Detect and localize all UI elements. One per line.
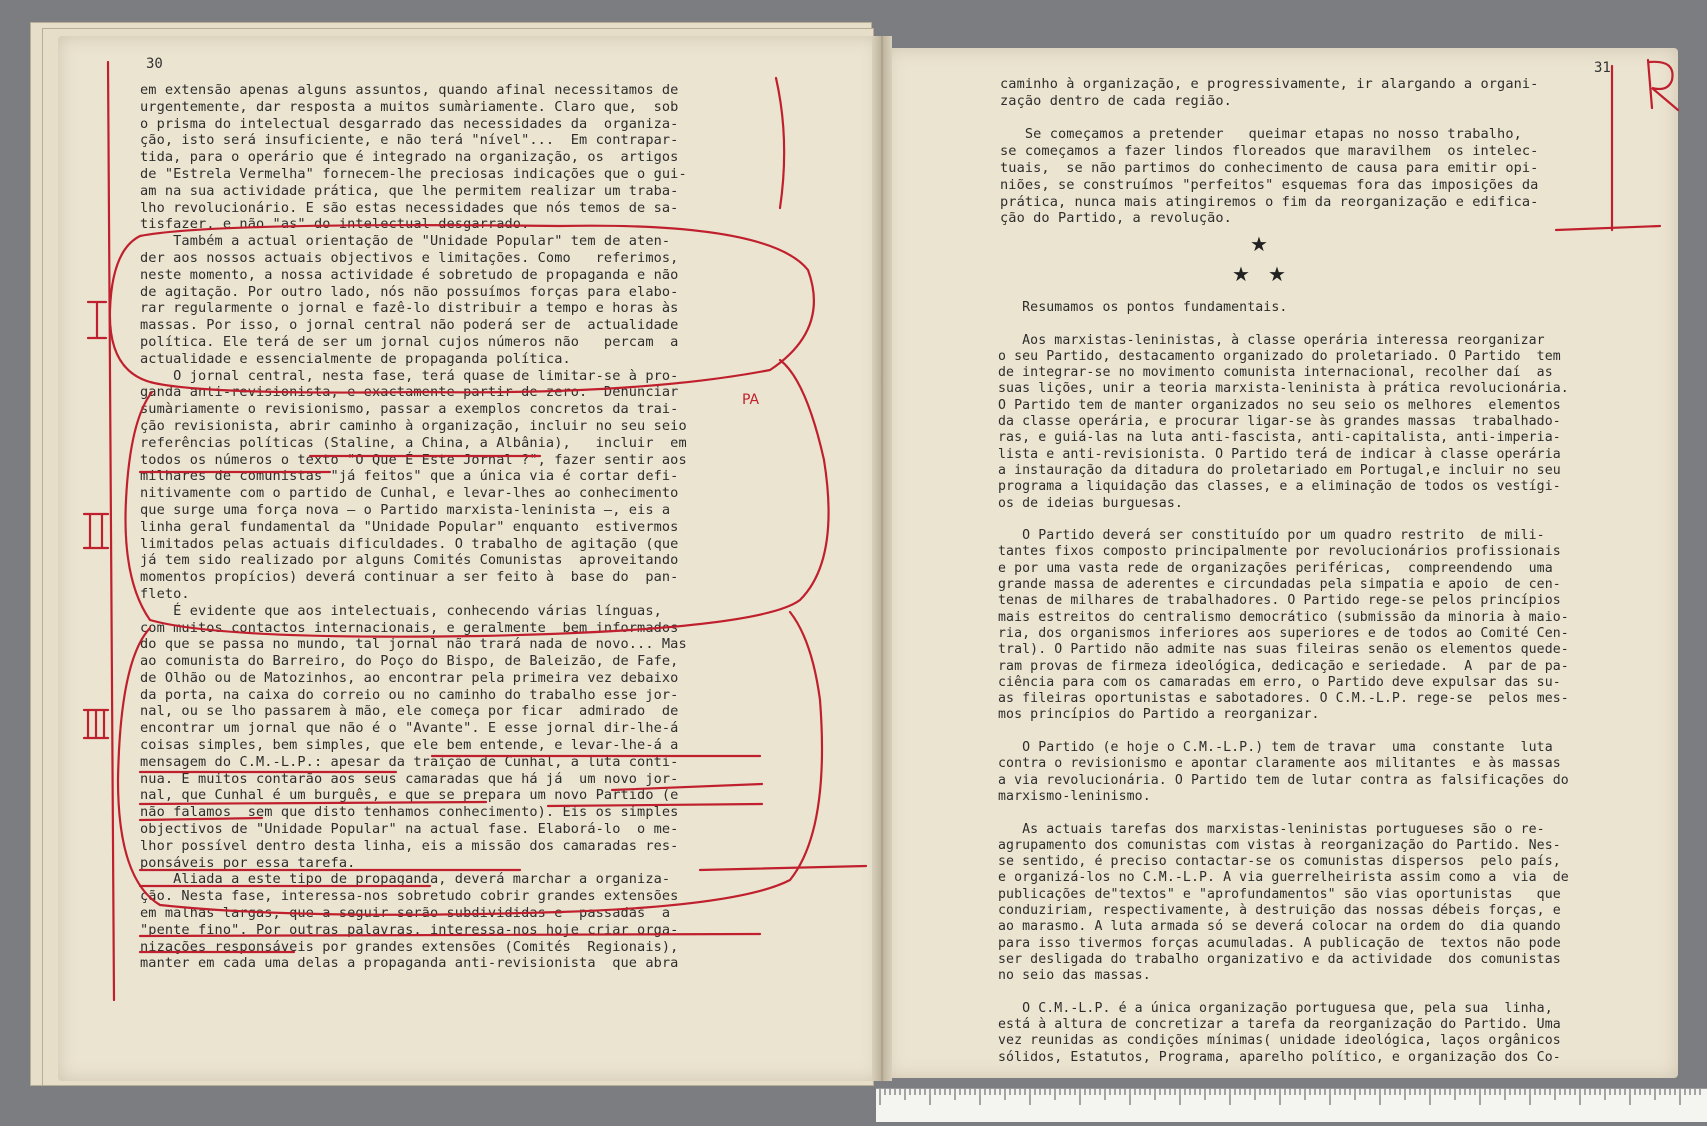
ruler-ticks — [876, 1089, 1707, 1122]
text-line: ganda anti-revisionista, e exactamente partir de zero. Denunciar — [140, 384, 679, 401]
text-line: em extensão apenas alguns assuntos, quando afinal necessitamos de — [140, 82, 679, 98]
text-line: e organizá-los no C.M.-L.P. A via guerrelheirista assim como a via de — [998, 870, 1569, 886]
text-line: O Partido (e hoje o C.M.-L.P.) tem de travar uma constante luta — [998, 740, 1553, 756]
text-line: em malhas largas, que a seguir serão subdivididas e passadas a — [140, 905, 671, 922]
star-icon: ★ — [1250, 232, 1268, 256]
text-line: fleto. — [140, 585, 190, 602]
text-line: tisfazer, e não "as" do intelectual desgarrado. — [140, 216, 530, 233]
text-line: zação dentro de cada região. — [1000, 92, 1232, 109]
text-line: massas. Por isso, o jornal central não poderá ser de actualidade — [140, 317, 679, 334]
text-line: suas lições, unir a teoria marxista-leninista à prática revolucionária. — [998, 381, 1569, 397]
text-line: ção, isto será insuficiente, e não terá "nível"... Em contrapar- — [140, 132, 679, 149]
text-line: de "Estrela Vermelha" fornecem-lhe preciosas indicações que o gui- — [140, 165, 687, 182]
text-line: Se começamos a pretender queimar etapas no nosso trabalho, — [1000, 126, 1522, 143]
text-line: niões, se construímos "perfeitos" esquemas fora das imposições da — [1000, 176, 1539, 193]
text-line: nal, que Cunhal é um burguês, e que se prepara um novo Partido (e — [140, 787, 679, 804]
section-divider-stars — [1230, 232, 1350, 292]
text-line: sólidos, Estatutos, Programa, aparelho político, e organização dos Co- — [998, 1049, 1561, 1065]
measurement-ruler — [876, 1088, 1707, 1122]
text-line: e por uma vasta rede de organizações periféricas, compreendendo uma — [998, 560, 1553, 576]
text-line: O Partido deverá ser constituído por um quadro restrito de mili- — [998, 528, 1545, 544]
right-page-top-text — [1000, 76, 1538, 227]
text-line: programa a liquidação das classes, e a eliminação de todos os vestígi- — [998, 479, 1561, 495]
text-line — [998, 316, 1569, 332]
text-line: lho revolucionário. E são estas necessidades que nós temos de sa- — [140, 199, 679, 216]
text-line: objectivos de "Unidade Popular" na actual fase. Elaborá-lo o me- — [140, 821, 679, 838]
text-line: tida, para o operário que é integrado na organização, os artigos — [140, 149, 679, 166]
text-line: mos princípios do Partido a reorganizar. — [998, 707, 1320, 723]
text-line: "pente fino". Por outras palavras, interessa-nos hoje criar orga- — [140, 921, 679, 938]
text-line — [1000, 110, 1538, 127]
text-line: as fileiras oportunistas e sabotadores. O C.M.-L.P. rege-se pelos mes- — [998, 691, 1569, 707]
book-gutter — [872, 36, 892, 1081]
text-line: que surge uma força nova — o Partido marxista-leninista —, eis a — [140, 501, 671, 518]
text-line: tuais, se não partimos do conhecimento de causa para emitir opi- — [1000, 159, 1539, 176]
text-line: der aos nossos actuais objectivos e limitações. Como referimos, — [140, 249, 679, 266]
left-page-number: 30 — [146, 56, 163, 72]
text-line: tantes fixos composto principalmente por revolucionários profissionais — [998, 544, 1561, 560]
text-line: Aos marxistas-leninistas, à classe operária interessa reorganizar — [998, 332, 1545, 348]
text-line: ciência para com os camaradas em erro, o Partido deve expulsar das su- — [998, 674, 1561, 690]
text-line: tenas de milhares de trabalhadores. O Partido rege-se pelos princípios — [998, 593, 1561, 609]
text-line: está à altura de concretizar a tarefa da reorganização do Partido. Uma — [998, 1017, 1561, 1033]
text-line: se começamos a fazer lindos floreados que maravilhem os intelec- — [1000, 143, 1539, 160]
text-line: am na sua actividade prática, que lhe permitem realizar um traba- — [140, 182, 679, 199]
text-line: É evidente que aos intelectuais, conhecendo várias línguas, — [140, 602, 662, 619]
text-line — [998, 512, 1569, 528]
right-page-main-text — [998, 300, 1569, 1066]
text-line: As actuais tarefas dos marxistas-leninistas portugueses são o re- — [998, 821, 1545, 837]
text-line: não falamos sem que disto tenhamos conhecimento). Eis os simples — [140, 804, 679, 821]
text-line: Resumamos os pontos fundamentais. — [998, 300, 1288, 315]
text-line: ponsáveis por essa tarefa. — [140, 854, 356, 871]
text-line: caminho à organização, e progressivamente, ir alargando a organi- — [1000, 76, 1539, 92]
text-line: nizações responsáveis por grandes extensões (Comités Regionais), — [140, 938, 679, 955]
text-line: conduziriam, respectivamente, à destruição das nossas débeis forças, e — [998, 902, 1561, 918]
text-line: de Olhão ou de Matozinhos, ao encontrar pela primeira vez debaixo — [140, 669, 679, 686]
text-line: todos os números o texto "O Que É Este Jornal ?", fazer sentir aos — [140, 451, 687, 468]
text-line: encontrar um jornal que não é o "Avante". E esse jornal dir-lhe-á — [140, 720, 679, 737]
text-line — [998, 724, 1569, 740]
text-line: ao marasmo. A luta armada só se deverá colocar na ordem do dia quando — [998, 919, 1561, 935]
text-line: ria, dos organismos inferiores aos superiores e de todos ao Comité Cen- — [998, 625, 1569, 641]
text-line: nitivamente com o partido de Cunhal, e levar-lhes ao conhecimento — [140, 485, 679, 502]
text-line: ao comunista do Barreiro, do Poço do Bispo, de Baleizão, de Fafe, — [140, 653, 679, 670]
star-icon: ★ — [1232, 262, 1250, 286]
text-line: lista e anti-revisionista. O Partido terá de indicar à classe operária — [998, 446, 1561, 462]
text-line: sumàriamente o revisionismo, passar a exemplos concretos da trai- — [140, 401, 679, 418]
text-line: ção. Nesta fase, interessa-nos sobretudo cobrir grandes extensões — [140, 888, 679, 905]
margin-note: PA — [742, 392, 760, 408]
text-line: nua. E muitos contarão aos seus camaradas que há já um novo jor- — [140, 770, 679, 787]
text-line: actualidade e essencialmente de propaganda política. — [140, 350, 571, 367]
text-line: a instauração da ditadura do proletariado em Portugal,e incluir no seu — [998, 462, 1561, 478]
text-line: referências políticas (Staline, a China, a Albânia), incluir em — [140, 434, 687, 451]
text-line — [998, 984, 1569, 1000]
text-line: a via revolucionária. O Partido tem de lutar contra as falsificações do — [998, 772, 1569, 788]
text-line: manter em cada uma delas a propaganda anti-revisionista que abra — [140, 955, 679, 972]
text-line: tral). O Partido não admite nas suas fileiras senão os elementos quede- — [998, 642, 1569, 658]
text-line: contra o revisionismo e apontar claramente aos militantes e às massas — [998, 756, 1561, 772]
text-line: marxismo-leninismo. — [998, 788, 1151, 804]
text-line: do que se passa no mundo, tal jornal não trará nada de novo... Mas — [140, 636, 687, 653]
text-line: ção do Partido, a revolução. — [1000, 210, 1232, 227]
text-line: O jornal central, nesta fase, terá quase de limitar-se à pro- — [140, 367, 679, 384]
text-line: ção revisionista, abrir caminho à organização, incluir no seu seio — [140, 417, 687, 434]
text-line: os de ideias burguesas. — [998, 495, 1183, 511]
text-line: prática, nunca mais atingiremos o fim da reorganização e edifica- — [1000, 193, 1539, 210]
text-line: no seio das massas. — [998, 968, 1151, 984]
text-line: ram provas de firmeza ideológica, dedicação e seriedade. A par de pa- — [998, 658, 1569, 674]
text-line: mensagem do C.M.-L.P.: apesar da traição de Cunhal, a luta conti- — [140, 753, 679, 770]
text-line: política. Ele terá de ser um jornal cujos números não percam a — [140, 333, 679, 350]
text-line: publicações de"textos" e "aprofundamentos" são vias oportunistas que — [998, 886, 1561, 902]
left-page-text — [140, 82, 687, 972]
text-line — [998, 805, 1569, 821]
text-line: nal, ou se lho passarem à mão, ele começa por ficar admirado de — [140, 703, 679, 720]
text-line: de agitação. Por outro lado, nós não possuímos forças para elabo- — [140, 283, 679, 300]
text-line: o prisma do intelectual desgarrado das necessidades da organiza- — [140, 115, 679, 132]
text-line: Aliada a este tipo de propaganda, deverá marchar a organiza- — [140, 871, 671, 888]
text-line: milhares de comunistas "já feitos" que a única via é cortar defi- — [140, 468, 679, 485]
text-line: da classe operária, e procurar ligar-se às grandes massas trabalhado- — [998, 414, 1561, 430]
text-line: ser desligada do trabalho organizativo e da actividade dos comunistas — [998, 951, 1561, 967]
text-line: se sentido, é preciso contactar-se os comunistas dispersos pelo país, — [998, 854, 1561, 870]
text-line: de integrar-se no movimento comunista internacional, recolher daí as — [998, 365, 1553, 381]
text-line: agrupamento dos comunistas com vistas à reorganização do Partido. Nes- — [998, 837, 1561, 853]
text-line: urgentemente, dar resposta a muitos sumàriamente. Claro que, sob — [140, 98, 679, 115]
text-line: rar regularmente o jornal e fazê-lo distribuir a tempo e horas às — [140, 300, 679, 317]
text-line: neste momento, a nossa actividade é sobretudo de propaganda e não — [140, 266, 679, 283]
text-line: vez reunidas as condições mínimas( unidade ideológica, laços orgânicos — [998, 1033, 1561, 1049]
text-line: da porta, na caixa do correio ou no caminho do trabalho esse jor- — [140, 686, 679, 703]
text-line: para isso tivermos forças acumuladas. A publicação de textos não pode — [998, 935, 1561, 951]
text-line: ras, e guiá-las na luta anti-fascista, anti-capitalista, anti-imperia- — [998, 430, 1561, 446]
text-line: grande massa de aderentes e circundadas pela simpatia e apoio de cen- — [998, 577, 1561, 593]
text-line: mais estreitos do centralismo democrático (submissão da minoria à maio- — [998, 609, 1569, 625]
text-line: momentos propícios) deverá continuar a ser feito à base do pan- — [140, 569, 679, 586]
text-line: já tem sido realizado por alguns Comités Comunistas aproveitando — [140, 552, 679, 569]
text-line: lhor possível dentro desta linha, eis a missão dos camaradas res- — [140, 837, 679, 854]
text-line: com muitos contactos internacionais, e geralmente bem informados — [140, 619, 679, 636]
text-line: o seu Partido, destacamento organizado do proletariado. O Partido tem — [998, 348, 1561, 364]
text-line: coisas simples, bem simples, que ele bem entende, e levar-lhe-á a — [140, 737, 679, 754]
text-line: O Partido tem de manter organizados no seu seio os melhores elementos — [998, 397, 1561, 413]
star-icon: ★ — [1268, 262, 1286, 286]
right-page-number: 31 — [1594, 60, 1611, 76]
text-line: linha geral fundamental da "Unidade Popular" enquanto estivermos — [140, 518, 679, 535]
text-line: O C.M.-L.P. é a única organização portuguesa que, pela sua linha, — [998, 1000, 1553, 1016]
text-line: limitados pelas actuais dificuldades. O trabalho de agitação (que — [140, 535, 679, 552]
text-line: Também a actual orientação de "Unidade Popular" tem de aten- — [140, 233, 671, 250]
